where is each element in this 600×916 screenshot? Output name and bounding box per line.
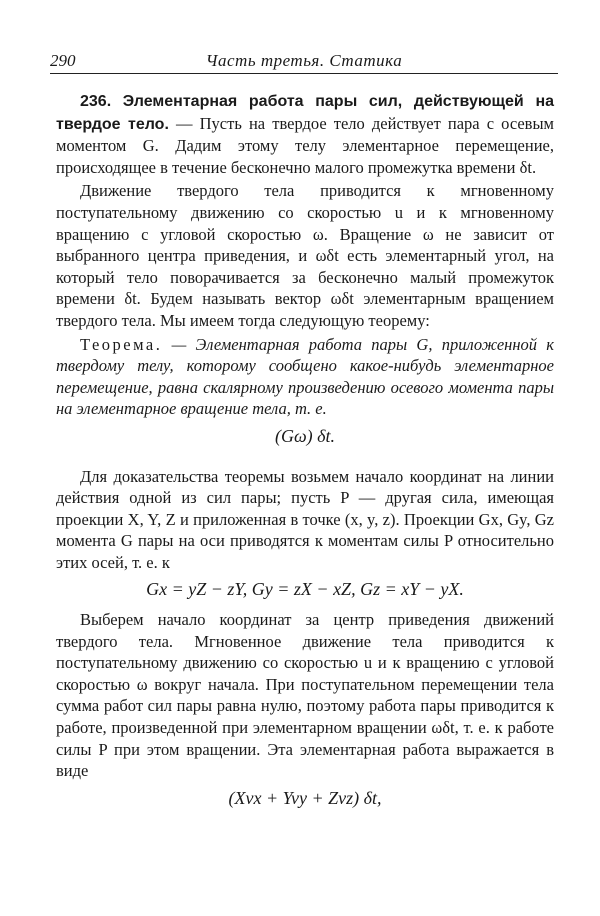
page-body [56,90,554,817]
theorem-text: — Элементарная работа пары G, приложенной к твердому телу, которому сообщено какое-нибудь элементарное перемещение, равна скалярному произведению осевого момента пары на элементарное вращение тела, т. е. [56,334,554,419]
paragraph-motion: Движение твердого тела приводится к мгновенному поступательному движению со скоростью u и к мгновенному вращению с угловой скоростью ω. Вращение ω не зависит от выбранного центра приведения, и ωδt есть элементарный угол, на который тело поворачивается за бесконечно малый промежуток времени δt. Будем называть вектор ωδt элементарным вращением твердого тела. Мы имеем тогда следующую теорему: [56,181,554,330]
formula-elementary-work: (Xvx + Yvy + Zvz) δt, [228,787,382,808]
header-rule [50,73,558,74]
running-title: Часть третья. Статика [205,51,403,70]
section-title: 236. Элементарная работа пары сил, действующей на твердое тело. [56,93,554,133]
formula-moment-projections: Gx = yZ − zY, Gy = zX − xZ, Gz = xY − yX. [146,579,464,600]
formula-work-of-couple: (Gω) δt. [274,425,336,446]
page-header [50,50,558,72]
page-number: 290 [50,51,76,70]
section-paragraph [56,90,554,178]
paragraph-proof: Для доказательства теоремы возьмем начало координат на линии действия одной из сил пары; пусть P — другая сила, имеющая проекции X, Y, Z и приложенная в точке (x, y, z). Проекции Gx, Gy, Gz момента G пары на оси приводятся к моментам силы P относительно этих осей, т. е. к [56,466,554,572]
paragraph-reduction: Выберем начало координат за центр приведения движений твердого тела. Мгновенное движение тела приводится к поступательному движению со скоростью u и к вращению с угловой скоростью ω вокруг начала. При поступательном перемещении тела сумма работ сил пары равна нулю, поэтому работа пары приводится к работе, произведенной при элементарном вращении ωδt, т. е. к работе силы P при этом вращении. Эта элементарная работа выражается в виде [56,610,554,781]
theorem-paragraph [56,334,554,420]
spacer [56,456,554,466]
theorem-label: Теорема. [80,334,163,354]
section-intro: — Пусть на твердое тело действует пара с осевым моментом G. Дадим этому телу элементарное перемещение, происходящее в течение бесконечно малого промежутка времени δt. [56,113,554,177]
